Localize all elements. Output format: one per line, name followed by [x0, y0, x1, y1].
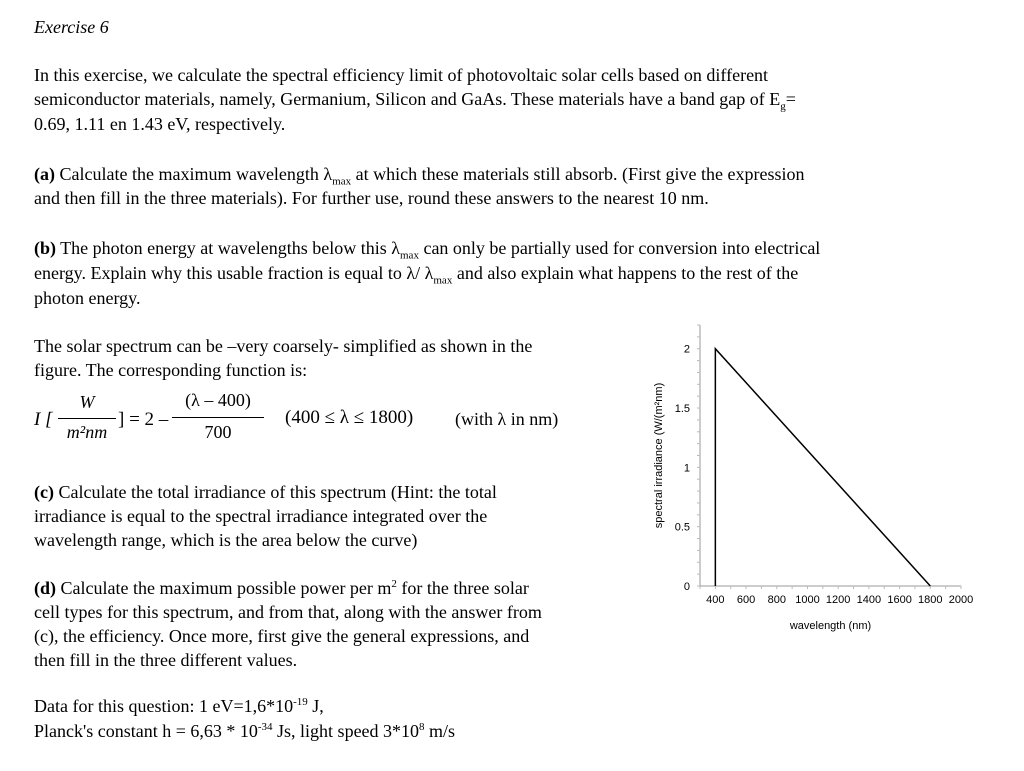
x-axis-label: wavelength (nm) [789, 620, 872, 632]
spectrum-line [715, 349, 930, 586]
x-tick-label: 1200 [825, 594, 851, 606]
exercise-page: Exercise 6 In this exercise, we calculate the spectral efficiency limit of photovoltaic solar cells based on different semiconductor materials, namely, Germanium, Silicon and GaAs. These materials have a band gap of $E_g=$ 0.69, 1.11 en 1.43 eV, respectively. (a) Calculate the maximum wavelength $\lambda_{max}$ at which these materials still absorb. (First give the expression and then fill in the three materials). For further use, round these answers to the nearest 10 nm. (b) The photon energy at wavelengths below this $\lambda_{max}$ can only be partially used for conversion into electrical energy. Explain why this usable fraction is equal to λ/ $\lambda_{max}$ and also explain what happens to the rest of the photon energy. The solar spectrum can be –very coarsely- simplified as shown in the figure. The corresponding function is: I [ W m²nm ] = 2 – (λ – 400) 700 (400 ≤ λ ≤ 1800) (with λ in nm) (c) Calculate the total irradiance of this spectrum (Hint: the total irradiance is equal to the spectral irradiance integrated over the wavelength range, which is the area below the curve) (d) Calculate the maximum possible power per $m^2$ for the three solar cell types for this spectrum, and from that, along with the answer from (c), the efficiency. Once more, first give the general expressions, and then fill in the three different values. Data for this question: 1 $eV=1,6*10^{-19}$ J, Planck's constant $h = 6,63 * 10^{-34}$ Js, light speed $3*10^8$ m/s 0 0.5 1 1.5 2 400 600 800 1000 1200 1400 1600 1800 2000 wavelength (nm) spectral irradiance (W/(m²nm) [0, 0, 1024, 771]
x-tick-label: 800 [767, 594, 786, 606]
y-tick-label: 2 [683, 343, 690, 356]
y-axis-label: spectral irradiance (W/(m²nm) [653, 382, 665, 529]
exercise-title: Exercise 6 [34, 17, 109, 37]
x-tick-label: 1400 [856, 594, 882, 606]
x-tick-label: 1800 [918, 594, 943, 606]
x-tick-label: 2000 [948, 594, 974, 606]
x-tick-label: 1000 [795, 594, 820, 606]
y-tick-label: 1 [683, 462, 690, 475]
spectrum-chart [640, 310, 980, 640]
x-tick-label: 400 [706, 594, 725, 606]
y-tick-label: 1.5 [674, 403, 690, 416]
y-tick-label: 0 [683, 581, 690, 593]
x-tick-label: 1600 [887, 594, 912, 606]
x-tick-label: 600 [736, 594, 756, 606]
y-tick-label: 0.5 [674, 521, 690, 534]
